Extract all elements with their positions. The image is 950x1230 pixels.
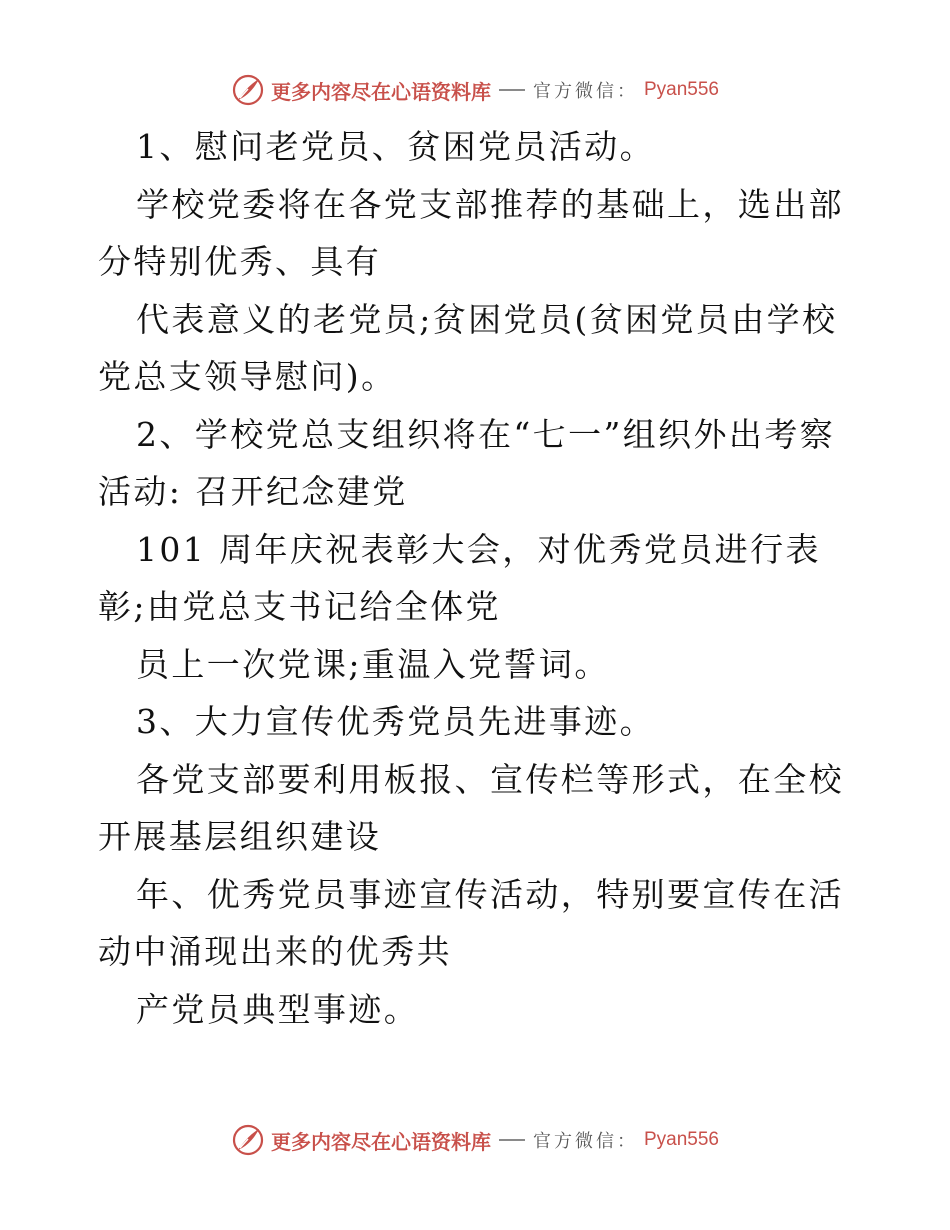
footer-watermark: [0, 1120, 950, 1160]
paragraph: 年、优秀党员事迹宣传活动，特别要宣传在活动中涌现出来的优秀共: [98, 874, 844, 971]
footer-dash-divider: [499, 1139, 525, 1141]
footer-site-slogan: 更多内容尽在心语资料库: [270, 1129, 491, 1154]
paragraph: 产党员典型事迹。: [136, 989, 420, 1029]
footer-wechat-id: Pyan556: [643, 1129, 719, 1150]
header-dash-divider: [499, 89, 525, 91]
feather-pen-logo-icon: [231, 73, 265, 107]
paragraph: 3、大力宣传优秀党员先进事迹。: [136, 702, 655, 741]
header-wechat-id: Pyan556: [643, 79, 719, 100]
paragraph: 学校党委将在各党支部推荐的基础上，选出部分特别优秀、具有: [98, 184, 844, 281]
paragraph: 1、慰问老党员、贫困党员活动。: [136, 127, 655, 166]
paragraph: 员上一次党课;重温入党誓词。: [136, 644, 610, 684]
paragraph: 2、学校党总支组织将在“七一”组织外出考察活动: 召开纪念建党: [98, 414, 836, 511]
feather-pen-logo-icon: [231, 1123, 265, 1157]
paragraph: 101 周年庆祝表彰大会，对优秀党员进行表彰;由党总支书记给全体党: [98, 529, 821, 626]
header-watermark: [0, 70, 950, 110]
header-site-slogan: 更多内容尽在心语资料库: [270, 79, 491, 104]
paragraph: 代表意义的老党员;贫困党员(贫困党员由学校党总支领导慰问)。: [98, 299, 838, 396]
header-wechat-label: 官方微信：: [532, 81, 638, 102]
paragraph: 各党支部要利用板报、宣传栏等形式，在全校开展基层组织建设: [98, 759, 844, 856]
footer-wechat-label: 官方微信：: [532, 1131, 638, 1152]
document-body: [98, 118, 858, 1038]
